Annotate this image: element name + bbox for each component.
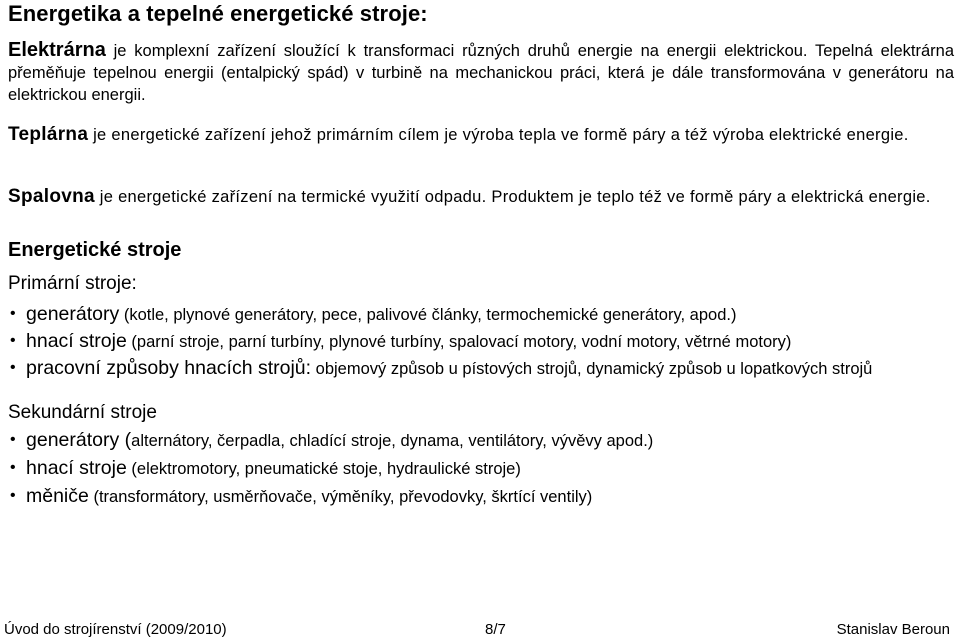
list-item-text: (parní stroje, parní turbíny, plynové turbíny, spalovací motory, vodní motory, větrné motory) xyxy=(126,333,792,351)
list-item-text: alternátory, čerpadla, chladící stroje, dynama, ventilátory, vývěvy apod.) xyxy=(131,432,654,450)
list-item xyxy=(8,356,954,381)
list-item-term: generátory ( xyxy=(26,429,132,451)
list-item xyxy=(8,484,954,509)
secondary-list xyxy=(8,428,954,509)
teplarna-paragraph xyxy=(8,124,954,146)
list-item-text: objemový způsob u pístových strojů, dynamický způsob u lopatkových strojů xyxy=(311,360,873,378)
primary-heading: Primární stroje: xyxy=(8,273,137,294)
elektrarna-paragraph xyxy=(8,39,954,106)
list-item-term: měniče xyxy=(26,485,89,507)
footer-course: Úvod do strojírenství (2009/2010) xyxy=(4,621,227,638)
teplarna-term: Teplárna xyxy=(8,124,89,145)
secondary-heading: Sekundární stroje xyxy=(8,402,157,423)
page-title: Energetika a tepelné energetické stroje: xyxy=(8,1,428,26)
list-item-text: (kotle, plynové generátory, pece, palivové články, termochemické generátory, apod.) xyxy=(119,306,737,324)
spalovna-text: je energetické zařízení na termické využití odpadu. Produktem je teplo též ve formě páry a elektrická energie. xyxy=(94,188,931,206)
spalovna-paragraph xyxy=(8,186,954,208)
list-item xyxy=(8,329,954,354)
primary-list xyxy=(8,302,954,381)
spalovna-term: Spalovna xyxy=(8,186,95,207)
list-item xyxy=(8,456,954,481)
list-item-term: pracovní způsoby hnacích strojů: xyxy=(26,357,312,379)
teplarna-text: je energetické zařízení jehož primárním cílem je výroba tepla ve formě páry a též výroba elektrické energie. xyxy=(88,126,909,144)
footer-author: Stanislav Beroun xyxy=(836,621,950,638)
list-item xyxy=(8,428,954,453)
list-item-text: (elektromotory, pneumatické stoje, hydraulické stroje) xyxy=(126,460,521,478)
list-item-term: hnací stroje xyxy=(26,457,127,479)
list-item xyxy=(8,302,954,327)
list-item-text: (transformátory, usměrňovače, výměníky, převodovky, škrtící ventily) xyxy=(88,488,593,506)
footer-page-number: 8/7 xyxy=(485,621,506,638)
elektrarna-text: je komplexní zařízení sloužící k transformaci různých druhů energie na energii elektrickou. Tepelná elektrárna přeměňuje tepelnou energii (entalpický spád) v turbině na mechanickou práci, která je dále transformována v generátoru na elektrickou energii. xyxy=(8,42,954,104)
elektrarna-term: Elektrárna xyxy=(8,39,106,61)
list-item-term: generátory xyxy=(26,303,120,325)
section-heading: Energetické stroje xyxy=(8,239,182,261)
list-item-term: hnací stroje xyxy=(26,330,127,352)
